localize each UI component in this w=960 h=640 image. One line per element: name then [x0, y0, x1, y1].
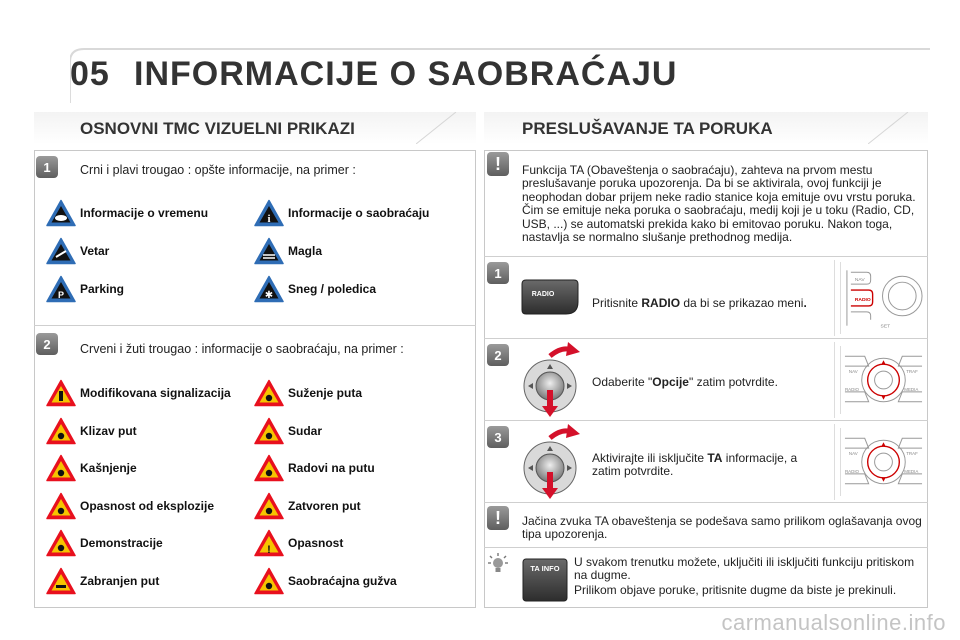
chapter-number: 05	[70, 55, 110, 93]
list-item	[46, 274, 124, 304]
list-item	[46, 566, 159, 596]
thumb-divider	[834, 260, 835, 336]
radio-button-label: RADIO	[531, 291, 555, 298]
svg-text:RADIO: RADIO	[854, 297, 871, 303]
list-item	[46, 378, 231, 408]
panel-separator	[484, 547, 928, 548]
step-1-badge: 1	[487, 262, 509, 284]
svg-text:TRAF: TRAF	[906, 369, 918, 375]
svg-text:✱: ✱	[264, 290, 274, 301]
control-panel-illustration	[840, 346, 926, 414]
wind-icon	[46, 237, 76, 265]
roadworks-icon	[254, 454, 284, 482]
svg-text:!: !	[267, 544, 271, 556]
list-item-label: Zabranjen put	[80, 573, 160, 588]
list-item-label: Klizav put	[80, 423, 137, 438]
svg-text:RADIO: RADIO	[844, 386, 860, 392]
list-item-label: Kašnjenje	[80, 461, 137, 475]
step-2-instruction: Odaberite "Opcije" zatim potvrdite.	[592, 375, 778, 389]
svg-text:MEDIA: MEDIA	[904, 386, 919, 392]
panel-separator	[484, 338, 928, 339]
list-item	[46, 416, 137, 446]
step-3-instruction: Aktivirajte ili isključite TA informacije, a zatim potvrdite.	[592, 451, 798, 479]
ta-info-button[interactable]	[522, 558, 568, 602]
left-section-title: OSNOVNI TMC VIZUELNI PRIKAZI	[80, 119, 355, 138]
list-item	[254, 274, 376, 304]
list-item-label: Opasnost od eksplozije	[80, 498, 215, 513]
thumb-divider	[834, 424, 835, 500]
delay-icon	[46, 454, 76, 482]
svg-text:TRAF: TRAF	[906, 451, 918, 457]
list-item	[46, 236, 109, 266]
warning-note-badge: !	[487, 506, 509, 530]
list-item	[254, 198, 429, 228]
list-item	[46, 491, 214, 521]
thumb-divider	[834, 342, 835, 418]
list-item	[254, 236, 322, 266]
general-info-intro: Crni i plavi trougao : opšte informacije, na primer :	[80, 163, 356, 177]
traffic-light-icon	[46, 379, 76, 407]
list-item	[254, 566, 397, 596]
list-item-label: Suženje puta	[288, 386, 363, 400]
road-closed-icon	[254, 492, 284, 520]
step-2-badge: 2	[36, 333, 58, 355]
list-item-label: Zatvoren put	[288, 498, 361, 513]
fog-icon	[254, 237, 284, 265]
step-3-badge: 3	[487, 426, 509, 448]
info-i-icon	[254, 199, 284, 227]
list-item-label: Parking	[80, 282, 125, 296]
demonstration-icon	[46, 529, 76, 557]
rotary-knob-dial[interactable]	[516, 340, 588, 418]
warning-note-badge: !	[487, 152, 509, 176]
list-item-label: Vetar	[80, 244, 110, 258]
left-section-header	[34, 112, 476, 144]
traffic-jam-icon	[254, 567, 284, 595]
svg-text:NAV: NAV	[848, 369, 858, 375]
radio-panel-illustration	[840, 262, 926, 334]
list-item-label: Informacije o saobraćaju	[288, 206, 430, 220]
road-narrows-icon	[254, 379, 284, 407]
ta-info-interrupt-text: Prilikom objave poruke, pritisnite dugme da biste je prekinuli.	[574, 583, 897, 597]
panel-separator	[34, 325, 476, 326]
control-panel-illustration	[840, 428, 926, 496]
collision-icon	[254, 417, 284, 445]
danger-exclamation-icon	[254, 529, 284, 557]
list-item	[46, 198, 208, 228]
radio-button[interactable]	[520, 278, 580, 316]
panel-separator	[484, 502, 928, 503]
svg-text:i: i	[267, 213, 271, 225]
list-item-label: Radovi na putu	[288, 461, 375, 475]
list-item	[254, 416, 322, 446]
slippery-road-icon	[46, 417, 76, 445]
step-1-instruction: Pritisnite RADIO da bi se prikazao meni.	[592, 296, 807, 310]
ta-function-description: Funkcija TA (Obaveštenja o saobraćaju), zahteva na prvom mestu preslušavanje poruka upozorenja. Da bi se aktivirala, ovoj funkciji je neophodan dobar prijem neke radio stanice koja emituje ovu vrstu poruka. Čim se emituje neka poruka o saobraćaju, medij koji je u toku (Radio, CD, USB, ...) se automatski prekida kako bi emitovao poruku. Nakon toga, nastavlja se normalno slušanje prethodnog medija.	[522, 163, 916, 245]
parking-p-icon	[46, 275, 76, 303]
ta-info-button-label: TA INFO	[530, 564, 560, 573]
explosion-icon	[46, 492, 76, 520]
right-section-header	[484, 112, 928, 144]
list-item-label: Sneg / poledica	[288, 282, 377, 296]
svg-text:RADIO: RADIO	[844, 468, 860, 474]
svg-text:MEDIA: MEDIA	[904, 468, 919, 474]
list-item	[254, 453, 375, 483]
list-item	[254, 378, 362, 408]
list-item-label: Sudar	[288, 423, 323, 438]
right-section-title: PRESLUŠAVANJE TA PORUKA	[522, 119, 773, 138]
snowflake-icon	[254, 275, 284, 303]
list-item-label: Informacije o vremenu	[80, 206, 209, 220]
svg-text:NAV: NAV	[848, 451, 858, 457]
step-2-badge: 2	[487, 344, 509, 366]
panel-separator	[484, 256, 928, 257]
list-item-label: Demonstracije	[80, 536, 163, 550]
weather-cloud-icon	[46, 199, 76, 227]
list-item-label: Opasnost	[288, 536, 344, 550]
panel-separator	[484, 420, 928, 421]
list-item	[254, 528, 343, 558]
svg-text:P: P	[57, 290, 65, 300]
list-item	[254, 491, 361, 521]
tip-lightbulb-icon	[487, 552, 509, 574]
traffic-info-intro: Crveni i žuti trougao : informacije o saobraćaju, na primer :	[80, 342, 404, 356]
ta-info-toggle-text: U svakom trenutku možete, uključiti ili isključiti funkciju pritiskom na dugme.	[574, 555, 915, 583]
list-item-label: Modifikovana signalizacija	[80, 386, 231, 400]
step-1-badge: 1	[36, 156, 58, 178]
watermark: carmanualsonline.info	[721, 610, 946, 635]
rotary-knob-dial[interactable]	[516, 422, 588, 500]
list-item-label: Magla	[288, 244, 323, 258]
no-entry-icon	[46, 567, 76, 595]
list-item	[46, 453, 137, 483]
svg-text:NAV: NAV	[854, 278, 865, 284]
ta-volume-note: Jačina zvuka TA obaveštenja se podešava samo prilikom oglašavanja ovog tipa upozorenja.	[522, 514, 922, 542]
list-item-label: Saobraćajna gužva	[288, 573, 397, 588]
chapter-title: INFORMACIJE O SAOBRAĆAJU	[134, 55, 678, 93]
list-item	[46, 528, 163, 558]
svg-text:SET: SET	[880, 324, 891, 330]
